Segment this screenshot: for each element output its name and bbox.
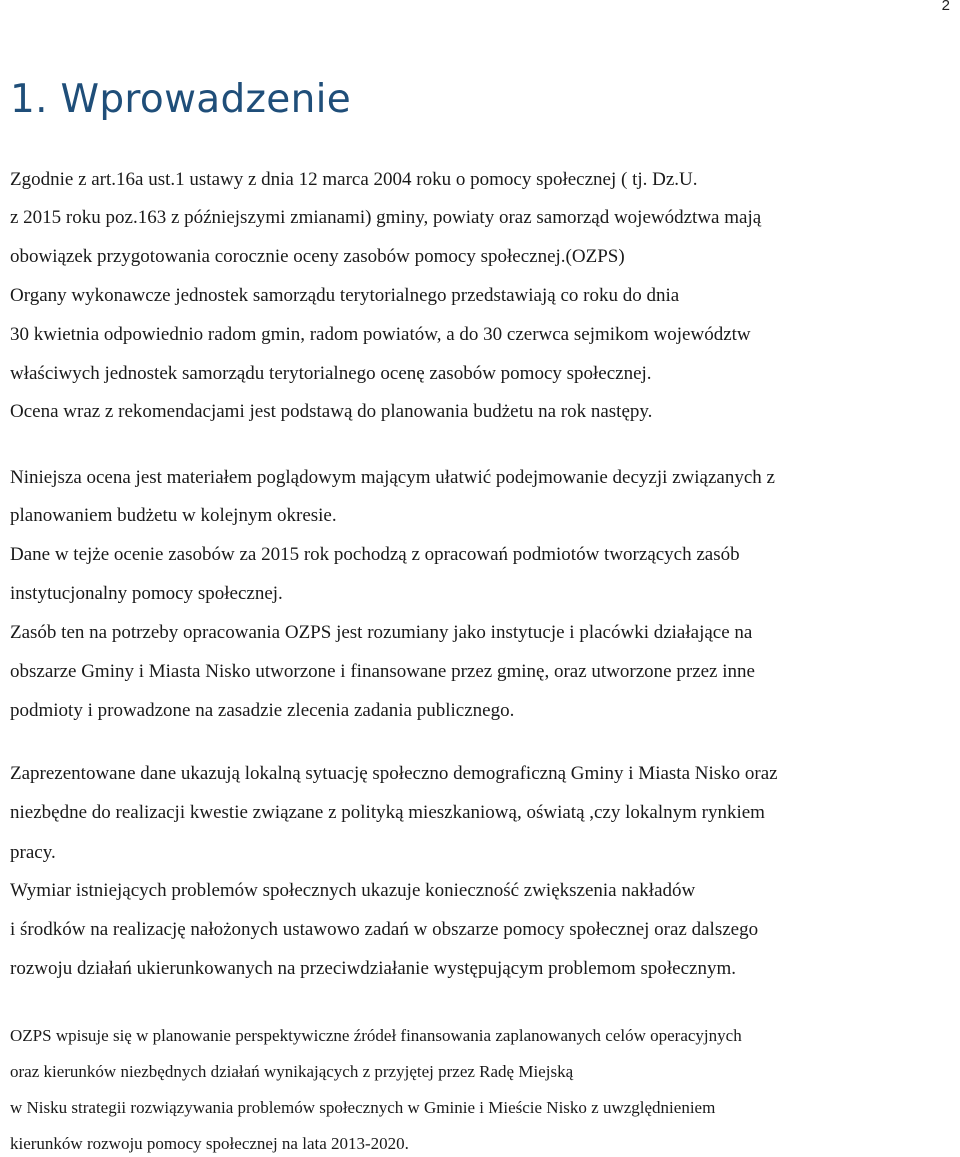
text-line: Wymiar istniejących problemów społecznych ukazuje konieczność zwiększenia nakładów bbox=[10, 880, 696, 901]
text-line: w Nisku strategii rozwiązywania problemów społecznych w Gminie i Mieście Nisko z uwzględnieniem bbox=[10, 1098, 716, 1117]
text-line: obowiązek przygotowania corocznie oceny zasobów pomocy społecznej.(OZPS) bbox=[10, 246, 625, 267]
text-line: właściwych jednostek samorządu terytorialnego ocenę zasobów pomocy społecznej. bbox=[10, 363, 652, 384]
text-line: Zaprezentowane dane ukazują lokalną sytuację społeczno demograficzną Gminy i Miasta Nisko oraz bbox=[10, 763, 778, 784]
text-line: Organy wykonawcze jednostek samorządu terytorialnego przedstawiają co roku do dnia bbox=[10, 285, 680, 306]
text-line: Zasób ten na potrzeby opracowania OZPS jest rozumiany jako instytucje i placówki działające na bbox=[10, 622, 753, 643]
text-line: podmioty i prowadzone na zasadzie zlecenia zadania publicznego. bbox=[10, 700, 515, 721]
text-line: rozwoju działań ukierunkowanych na przeciwdziałanie występującym problemom społecznym. bbox=[10, 958, 736, 979]
text-line: 30 kwietnia odpowiednio radom gmin, radom powiatów, a do 30 czerwca sejmikom województw bbox=[10, 324, 751, 345]
text-line: instytucjonalny pomocy społecznej. bbox=[10, 583, 283, 604]
text-line: Niniejsza ocena jest materiałem poglądowym mającym ułatwić podejmowanie decyzji związanych z bbox=[10, 467, 775, 488]
text-line: z 2015 roku poz.163 z późniejszymi zmianami) gminy, powiaty oraz samorząd województwa mają bbox=[10, 207, 762, 228]
text-line: Zgodnie z art.16a ust.1 ustawy z dnia 12 marca 2004 roku o pomocy społecznej ( tj. Dz.U. bbox=[10, 169, 698, 190]
text-line: i środków na realizację nałożonych ustawowo zadań w obszarze pomocy społecznej oraz dalszego bbox=[10, 919, 759, 940]
text-line: OZPS wpisuje się w planowanie perspektywiczne źródeł finansowania zaplanowanych celów operacyjnych bbox=[10, 1026, 742, 1045]
text-line: pracy. bbox=[10, 842, 56, 863]
text-line: niezbędne do realizacji kwestie związane z polityką mieszkaniową, oświatą ,czy lokalnym rynkiem bbox=[10, 802, 765, 823]
text-line: obszarze Gminy i Miasta Nisko utworzone i finansowane przez gminę, oraz utworzone przez inne bbox=[10, 661, 755, 682]
text-line: Ocena wraz z rekomendacjami jest podstawą do planowania budżetu na rok następy. bbox=[10, 401, 653, 422]
text-line: Dane w tejże ocenie zasobów za 2015 rok pochodzą z opracowań podmiotów tworzących zasób bbox=[10, 544, 740, 565]
page-number: 2 bbox=[941, 0, 950, 14]
section-heading: 1. Wprowadzenie bbox=[10, 77, 352, 122]
text-line: planowaniem budżetu w kolejnym okresie. bbox=[10, 505, 337, 526]
text-line: kierunków rozwoju pomocy społecznej na lata 2013-2020. bbox=[10, 1134, 409, 1153]
text-line: oraz kierunków niezbędnych działań wynikających z przyjętej przez Radę Miejską bbox=[10, 1062, 574, 1081]
